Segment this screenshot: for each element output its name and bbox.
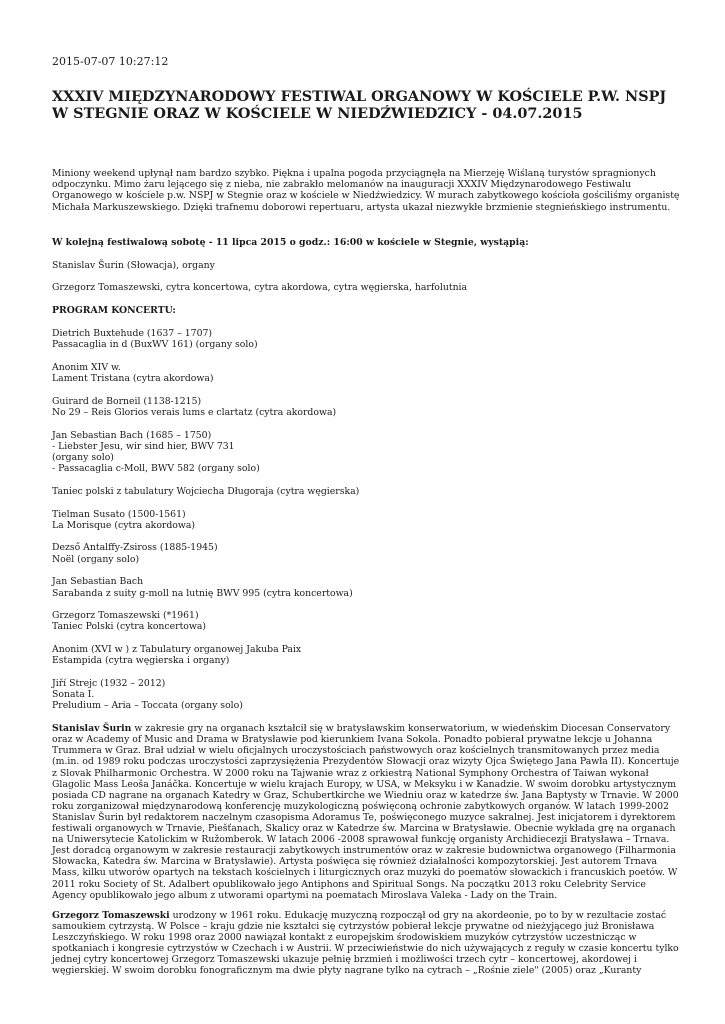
program-item-line: Jan Sebastian Bach [52,576,144,588]
bio-tomaszewski-name: Grzegorz Tomaszewski [52,909,170,921]
program-item-line: No 29 – Reis Glorios verais lums e clartatz (cytra akordowa) [52,406,337,418]
program-item [52,678,682,712]
program-item-line: Noël (organy solo) [52,553,140,565]
program-item-line: Grzegorz Tomaszewski (*1961) [52,610,199,622]
article-title: XXXIV MIĘDZYNARODOWY FESTIWAL ORGANOWY W KOŚCIELE P.W. NSPJ W STEGNIE ORAZ W KOŚCIELE W NIEDŹWIEDZICY - 04.07.2015 [52,88,667,122]
program-item-line: Passacaglia in d (BuxWV 161) (organy solo) [52,339,258,351]
program-item-line: - Passacaglia c-Moll, BWV 582 (organy solo) [52,463,260,475]
program-item [52,542,682,564]
program-item-line: Anonim (XVI w ) z Tabulatury organowej Jakuba Paix [52,644,302,656]
program-item-line: Lament Tristana (cytra akordowa) [52,372,214,384]
program-item-line: Jiří Strejc (1932 – 2012) [52,678,166,690]
next-concert-heading: W kolejną festiwalową sobotę - 11 lipca 2015 o godz.: 16:00 w kościele w Stegnie, wystąpią: [52,237,529,248]
program-item-line: Estampida (cytra węgierska i organy) [52,655,230,667]
lead-paragraph: Miniony weekend upłynął nam bardzo szybko. Piękna i upalna pogoda przyciągnęła na Mierzeję Wiślaną turystów spragnionych odpoczynku. Mimo żaru lejącego się z nieba, nie zabrakło melomanów na inauguracji XXXIV Międzynarodowego Festiwalu Organowego w kościele p.w. NSPJ w Stegnie oraz w kościele w Niedźwiedzicy. W murach zabytkowego kościoła gościliśmy organistę Michała Markuszewskiego. Dzięki trafnemu doborowi repertuaru, artysta ukazał niezwykłe brzmienie stegnieńskiego instrumentu. [52,168,680,213]
program-item [52,644,682,666]
timestamp: 2015-07-07 10:27:12 [52,55,169,68]
program-item-line: Preludium – Aria – Toccata (organy solo) [52,700,243,712]
program-list [52,328,682,712]
program-item-line: Sonata I. [52,689,95,701]
program-item-line: Dezső Antalffy-Zsiross (1885-1945) [52,542,218,554]
performer-1: Stanislav Šurin (Słowacja), organy [52,259,215,271]
performer-2: Grzegorz Tomaszewski, cytra koncertowa, cytra akordowa, cytra węgierska, harfolutnia [52,282,468,294]
program-item [52,509,682,531]
program-item-line: - Liebster Jesu, wir sind hier, BWV 731 [52,440,235,452]
program-item [52,486,682,497]
program-item-line: Dietrich Buxtehude (1637 – 1707) [52,327,213,339]
bio-tomaszewski [52,910,682,977]
program-item [52,396,682,418]
article-body [52,237,682,985]
program-item [52,576,682,598]
program-heading: PROGRAM KONCERTU: [52,305,176,317]
bio-tomaszewski-text: urodzony w 1961 roku. Edukację muzyczną rozpoczął od gry na akordeonie, po to by w rezultacie zostać samoukiem cytrzystą. W Polsce – kraju gdzie nie kształci się cytrzystów pobierał lekcje prywatne od nieżyjącego już Bronisława Leszczyńskiego. W roku 1998 oraz 2000 nawiązał kontakt z europejskim środowiskiem muzyków cytrzystów uczestnicząc w spotkaniach i kongresie cytrzystów w Czechach i w Austrii. W przeciwieństwie do nich używających z reguły w czasie koncertu tylko jednej cytry koncertowej Grzegorz Tomaszewski ukazuje pełnię brzmień i możliwości trzech cytr – koncertowej, akordowej i węgierskiej. W swoim dorobku fonograficznym ma dwie płyty nagrane tylko na cytrach – „Rośnie ziele" (2005) oraz „Kuranty [52,909,679,977]
program-item [52,610,682,632]
program-item-line: Taniec Polski (cytra koncertowa) [52,621,207,633]
program-item-line: Tielman Susato (1500-1561) [52,508,186,520]
program-item [52,328,682,350]
program-item-line: Guirard de Borneil (1138-1215) [52,395,202,407]
program-item [52,430,682,475]
program-item-line: La Morisque (cytra akordowa) [52,519,196,531]
program-item-line: Jan Sebastian Bach (1685 – 1750) [52,429,212,441]
program-item-line: Taniec polski z tabulatury Wojciecha Długoraja (cytra węgierska) [52,485,360,497]
program-item-line: Sarabanda z suity g-moll na lutnię BWV 995 (cytra koncertowa) [52,587,353,599]
program-item [52,362,682,384]
bio-surin-name: Stanislav Šurin [52,723,132,735]
program-item-line: Anonim XIV w. [52,361,121,373]
bio-surin [52,723,682,901]
bio-surin-text: w zakresie gry na organach kształcił się w bratysławskim konserwatorium, w wiedeńskim Diocesan Conservatory oraz w Academy of Music and Drama w Bratysławie pod kierunkiem Ivana Sokola. Ponadto pobierał prywatne lekcje u Johanna Trummera w Graz. Brał udział w wielu oficjalnych uroczystościach państwowych oraz kościelnych transmitowanych przez media (m.in. od 1989 roku podczas uroczystości zaprzysiężenia Prezydentów Słowacji oraz wizyty Ojca Świętego Jana Pawła II). Koncertuje z Slovak Philharmonic Orchestra. W 2000 roku na Tajwanie wraz z orkiestrą National Symphony Orchestra of Taiwan wykonał Glagolic Mass Leoša Janáčka. Koncertuje w wielu krajach Europy, w USA, w Meksyku i w Kanadzie. W swoim dorobku artystycznym posiada CD nagrane na organach Katedry w Graz, Schubertkirche we Wiedniu oraz w katedrze św. Jana Baptysty w Trnavie. W 2000 roku zorganizował międzynarodową konferencję muzykologiczną poświęconą ochronie zabytkowych organów. W latach 1999-2002 Stanislav Šurin był redaktorem naczelnym czasopisma Adoramus Te, poświęconego muzyce sakralnej. Jest inicjatorem i dyrektorem festiwali organowych w Trnavie, Piešťanach, Skalicy oraz w Katedrze św. Marcina w Bratysławie. Obecnie wykłada grę na organach na Uniwersytecie Katolickim w Ružomberok. W latach 2006 -2008 sprawował funkcję organisty Archidiecezji Bratysława – Trnava. Jest doradcą organowym w zakresie restauracji zabytkowych instrumentów oraz w zakresie budownictwa organowego (Filharmonia Słowacka, Katedra św. Marcina w Bratysławie). Artysta poświęca się również działalności kompozytorskiej. Jest autorem Trnava Mass, kilku utworów opartych na tekstach kościelnych i liturgicznych oraz muzyki do poematów słowackich i francuskich poetów. W 2011 roku Society of St. Adalbert opublikowało jego Antiphons and Spiritual Songs. Na początku 2013 roku Celebrity Service Agency opublikowało jego album z utworami opartymi na poematach Miroslava Valeka - Lady on the Train. [52,723,680,901]
program-item-line: (organy solo) [52,451,114,463]
